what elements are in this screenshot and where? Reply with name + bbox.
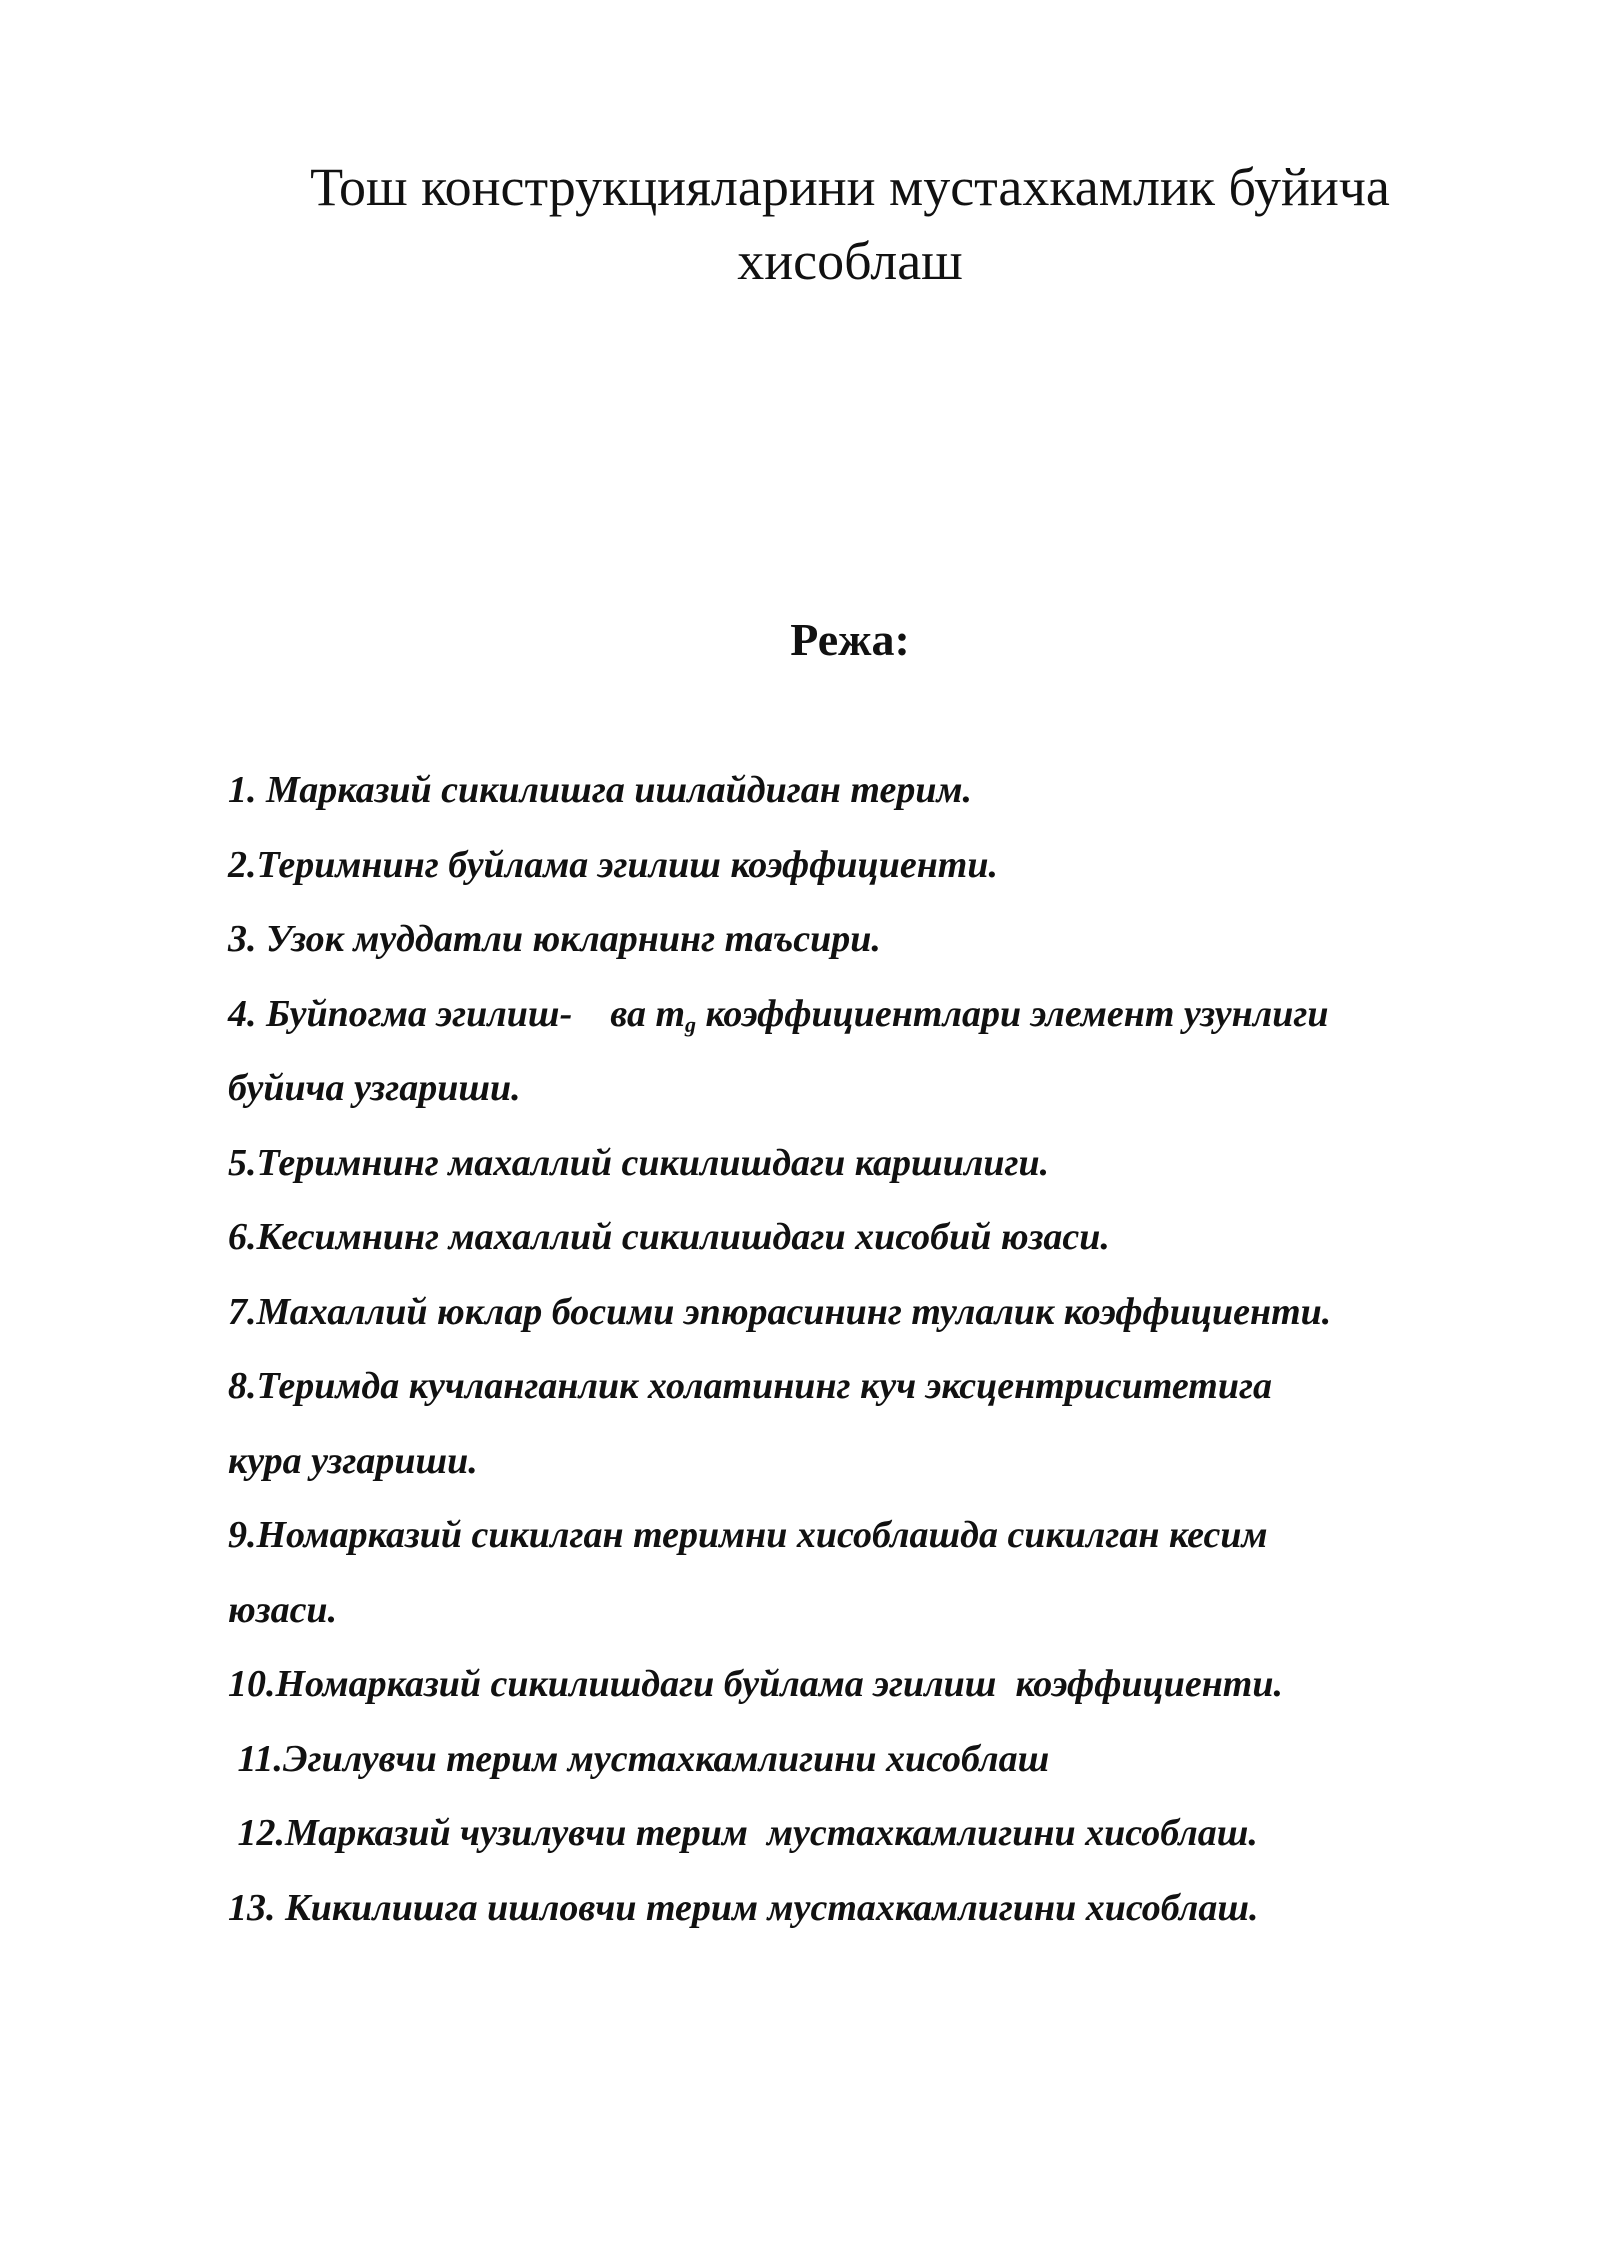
plan-item: 11.Эгилувчи терим мустахкамлигини хисоблаш — [228, 1737, 1050, 1780]
title-line-2: хисоблаш — [737, 231, 963, 291]
plan-heading: Режа: — [790, 614, 910, 665]
plan-item: 12.Марказий чузилувчи терим мустахкамлигини хисоблаш. — [228, 1812, 1258, 1854]
plan-item-continuation: кура узгариши. — [228, 1439, 478, 1482]
plan-item: 6.Кесимнинг махаллий сикилишдаги хисобий юзаси. — [228, 1216, 1110, 1258]
plan-item: 5.Теримнинг махаллий сикилишдаги каршилиги. — [228, 1141, 1050, 1184]
subscript-g: g — [685, 1011, 697, 1037]
plan-item: 7.Махаллий юклар босими эпюрасининг тулалик коэффициенти. — [228, 1290, 1332, 1333]
plan-item: 10.Номарказий сикилишдаги буйлама эгилиш коэффициенти. — [228, 1663, 1284, 1705]
plan-item-text: коэффициентлари элемент узунлиги — [696, 992, 1329, 1035]
plan-item: 13. Кикилишга ишловчи терим мустахкамлигини хисоблаш. — [228, 1886, 1259, 1929]
plan-item: 1. Марказий сикилишга ишлайдиган терим. — [228, 769, 972, 811]
plan-item: 8.Теримда кучланганлик холатининг куч эксцентриситетига — [228, 1365, 1273, 1407]
plan-item: 2.Теримнинг буйлама эгилиш коэффициенти. — [228, 843, 998, 886]
plan-item — [228, 977, 1528, 1052]
plan-list — [228, 753, 1528, 1945]
plan-item-continuation: буйича узгариши. — [228, 1067, 521, 1109]
plan-item-continuation: юзаси. — [228, 1588, 338, 1631]
title-line-1: Тош конструкцияларини мустахкамлик буйича — [310, 157, 1390, 217]
plan-item-text: 4. Буйпогма эгилиш- ва m — [228, 992, 686, 1035]
plan-item: 3. Узок муддатли юкларнинг таъсири. — [228, 918, 881, 960]
document-title — [200, 150, 1500, 298]
plan-item: 9.Номарказий сикилган теримни хисоблашда сикилган кесим — [228, 1514, 1268, 1556]
